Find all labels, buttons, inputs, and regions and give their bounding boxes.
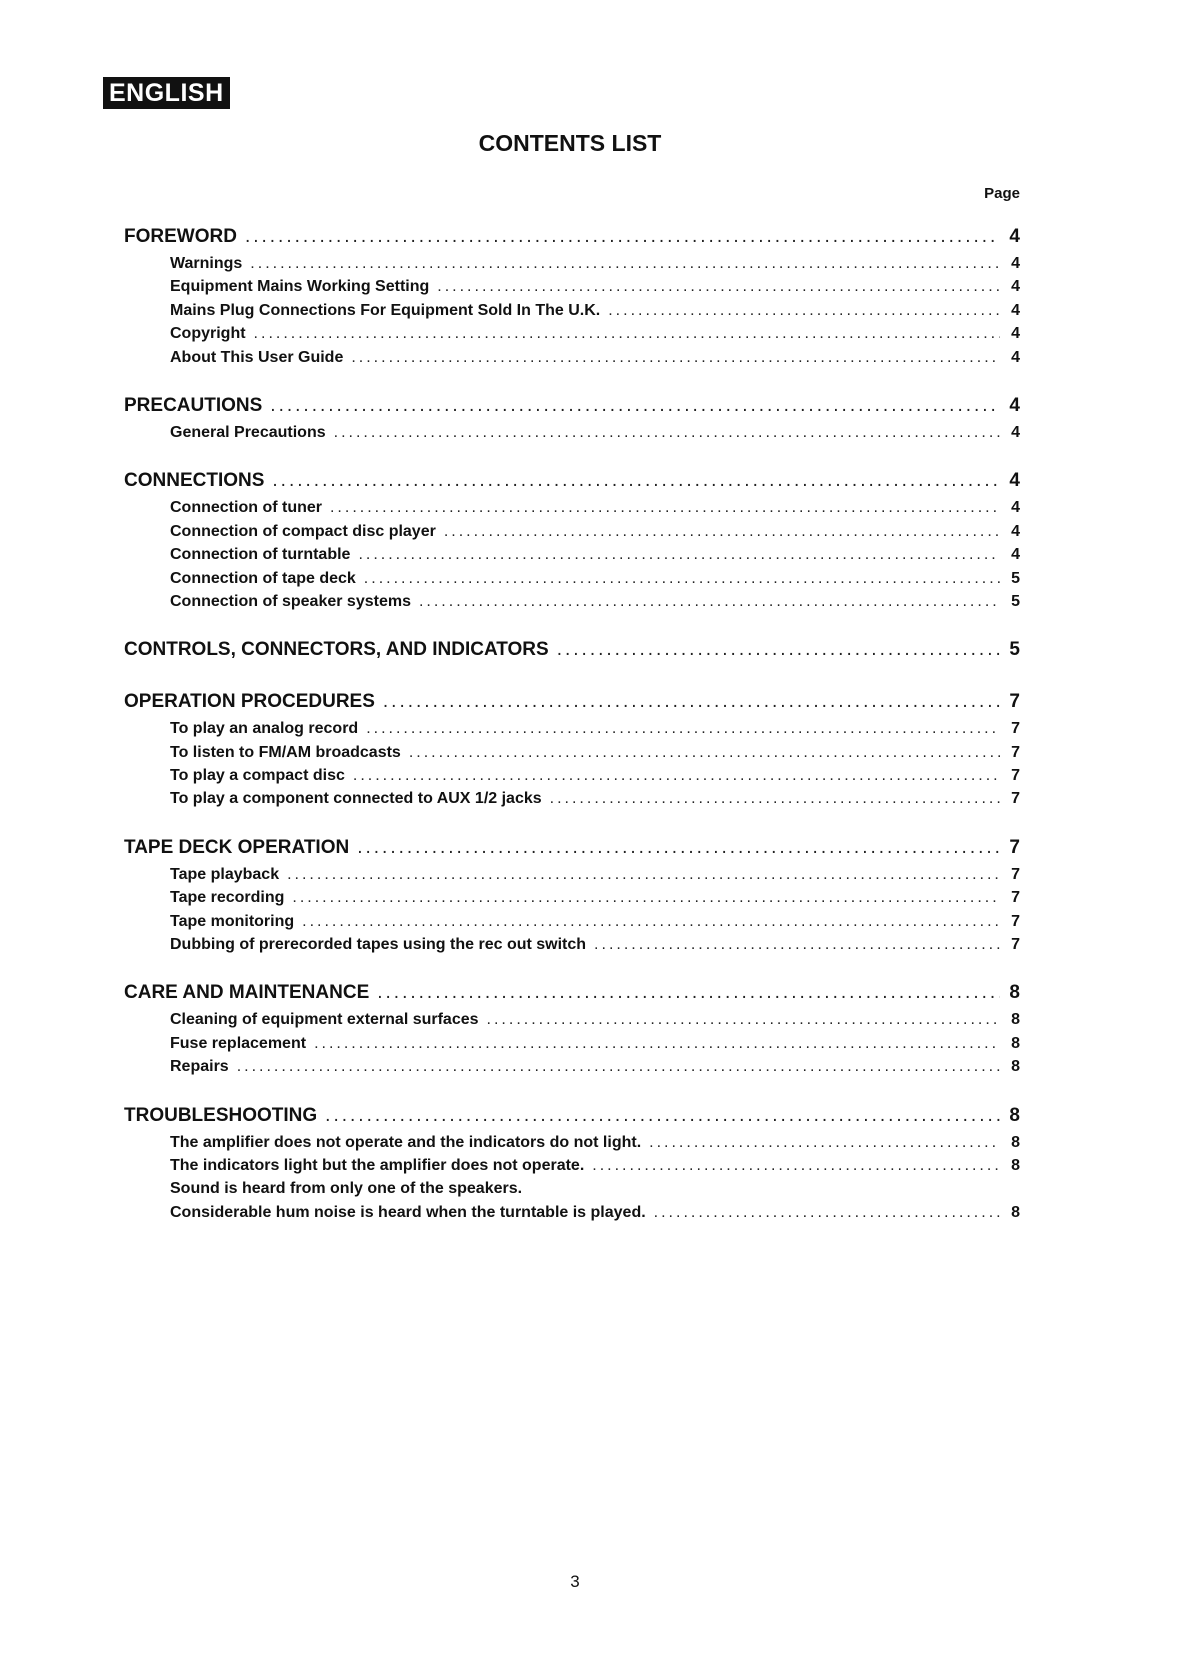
toc-item-row [124, 421, 1020, 444]
toc-heading-row [124, 978, 1020, 1008]
toc-heading-label: OPERATION PROCEDURES [124, 691, 375, 713]
toc-heading-label: CARE AND MAINTENANCE [124, 982, 370, 1004]
toc-item-row [124, 1008, 1020, 1031]
toc-item-label: Tape recording [170, 889, 285, 907]
leader-dots [358, 543, 1000, 566]
toc-item-row [124, 741, 1020, 764]
toc-item-page: 7 [1011, 767, 1020, 785]
toc-item-row [124, 787, 1020, 810]
toc-item-row [124, 764, 1020, 787]
toc-heading-row [124, 833, 1020, 863]
leader-dots [302, 910, 1000, 933]
toc-item-page: 7 [1011, 720, 1020, 738]
toc-item-row [124, 346, 1020, 369]
toc-heading-page: 4 [1009, 226, 1020, 247]
toc-item-page: 4 [1011, 546, 1020, 564]
leader-dots [330, 496, 1000, 519]
leader-dots [487, 1008, 1000, 1031]
table-of-contents [124, 222, 1020, 1246]
toc-item-label: The indicators light but the amplifier does not operate. [170, 1156, 585, 1174]
toc-item-label: Connection of compact disc player [170, 522, 436, 540]
leader-dots [334, 421, 1000, 444]
toc-item-label: Tape monitoring [170, 912, 295, 930]
toc-section [124, 466, 1020, 613]
toc-item-row [124, 543, 1020, 566]
toc-item-label: The amplifier does not operate and the indicators do not light. [170, 1133, 642, 1151]
toc-heading-row [124, 635, 1020, 665]
toc-item-page: 7 [1011, 889, 1020, 907]
leader-dots [364, 567, 1000, 590]
toc-item-page: 8 [1011, 1203, 1020, 1221]
toc-item-row [124, 1154, 1020, 1177]
toc-item-page: 4 [1011, 325, 1020, 343]
toc-item-page: 4 [1011, 522, 1020, 540]
leader-dots [383, 687, 1000, 717]
toc-item-label: Sound is heard from only one of the speakers. [170, 1180, 523, 1198]
toc-item-page: 5 [1011, 592, 1020, 610]
toc-item-page: 8 [1011, 1133, 1020, 1151]
toc-item-label: To play an analog record [170, 720, 359, 738]
toc-heading-label: FOREWORD [124, 226, 237, 247]
toc-item-label: Connection of tape deck [170, 569, 356, 587]
leader-dots [357, 833, 1000, 863]
toc-section [124, 833, 1020, 957]
toc-section [124, 1101, 1020, 1225]
toc-item-page: 5 [1011, 569, 1020, 587]
toc-heading-row [124, 1101, 1020, 1131]
toc-heading-page: 8 [1009, 1104, 1020, 1126]
toc-item-row [124, 275, 1020, 298]
leader-dots [557, 635, 1000, 665]
leader-dots [594, 933, 1000, 956]
toc-item-page: 4 [1011, 255, 1020, 272]
language-badge: ENGLISH [103, 77, 230, 109]
toc-item-label: Copyright [170, 325, 246, 343]
page-number: 3 [570, 1572, 580, 1591]
toc-section [124, 978, 1020, 1078]
toc-heading-page: 5 [1009, 639, 1020, 661]
toc-item-label: Connection of speaker systems [170, 592, 411, 610]
leader-dots [444, 520, 1000, 543]
toc-item-row [124, 933, 1020, 956]
toc-item-row [124, 910, 1020, 933]
toc-item-page: 4 [1011, 301, 1020, 319]
toc-item-page: 4 [1011, 278, 1020, 296]
toc-item-page: 7 [1011, 865, 1020, 883]
toc-heading-page: 7 [1009, 836, 1020, 858]
toc-item-page: 7 [1011, 912, 1020, 930]
toc-item-label: Connection of tuner [170, 499, 322, 517]
toc-heading-label: CONTROLS, CONNECTORS, AND INDICATORS [124, 639, 549, 661]
toc-heading-row [124, 687, 1020, 717]
toc-item-label: Fuse replacement [170, 1034, 307, 1052]
leader-dots [550, 787, 1000, 810]
leader-dots [353, 764, 1000, 787]
toc-section [124, 391, 1020, 444]
toc-item-label: To listen to FM/AM broadcasts [170, 743, 401, 761]
leader-dots [272, 466, 1000, 496]
toc-item-label: General Precautions [170, 423, 326, 441]
leader-dots [608, 299, 1000, 322]
toc-item-row [124, 496, 1020, 519]
toc-item-row [124, 520, 1020, 543]
toc-item-page: 7 [1011, 743, 1020, 761]
toc-heading-page: 4 [1009, 470, 1020, 492]
toc-item-row [124, 1131, 1020, 1154]
toc-item-row [124, 863, 1020, 886]
leader-dots [254, 322, 1000, 345]
toc-heading-page: 8 [1009, 982, 1020, 1004]
toc-heading-label: TROUBLESHOOTING [124, 1104, 318, 1126]
toc-item-label: Warnings [170, 255, 243, 272]
toc-item-page: 4 [1011, 499, 1020, 517]
toc-item-label: Considerable hum noise is heard when the turntable is played. [170, 1203, 646, 1221]
toc-item-row [124, 567, 1020, 590]
toc-item-label: Dubbing of prerecorded tapes using the rec out switch [170, 936, 587, 954]
page-column-heading: Page [984, 185, 1020, 202]
toc-item-label: Mains Plug Connections For Equipment Sold In The U.K. [170, 301, 601, 319]
toc-item-label: Tape playback [170, 865, 280, 883]
leader-dots [437, 275, 1000, 298]
leader-dots [419, 590, 1000, 613]
toc-item-row [124, 886, 1020, 909]
toc-item-label: Cleaning of equipment external surfaces [170, 1011, 479, 1029]
toc-item-page: 7 [1011, 790, 1020, 808]
toc-item-page: 8 [1011, 1058, 1020, 1076]
toc-item-row [124, 717, 1020, 740]
toc-section [124, 222, 1020, 369]
leader-dots [351, 346, 1000, 369]
toc-section [124, 635, 1020, 665]
leader-dots [237, 1055, 1000, 1078]
toc-item-page: 4 [1011, 423, 1020, 441]
leader-dots [409, 741, 1000, 764]
toc-item-page: 8 [1011, 1034, 1020, 1052]
toc-item-page: 7 [1011, 936, 1020, 954]
toc-item-row [124, 1055, 1020, 1078]
toc-heading-label: TAPE DECK OPERATION [124, 836, 350, 858]
leader-dots [245, 222, 1000, 252]
toc-heading-page: 4 [1009, 394, 1020, 416]
toc-heading-row [124, 466, 1020, 496]
toc-item-row [124, 1177, 1020, 1200]
toc-item-row [124, 1201, 1020, 1224]
leader-dots [366, 717, 1000, 740]
leader-dots [592, 1154, 1000, 1177]
toc-item-page: 4 [1011, 348, 1020, 366]
toc-item-label: To play a compact disc [170, 767, 345, 785]
toc-section [124, 687, 1020, 811]
leader-dots [654, 1201, 1000, 1224]
toc-item-row [124, 299, 1020, 322]
leader-dots [377, 978, 1000, 1008]
leader-dots [287, 863, 1000, 886]
toc-item-row [124, 590, 1020, 613]
toc-item-page: 8 [1011, 1011, 1020, 1029]
toc-item-label: Connection of turntable [170, 546, 351, 564]
toc-item-row [124, 252, 1020, 275]
toc-heading-label: CONNECTIONS [124, 470, 265, 492]
toc-item-row [124, 1032, 1020, 1055]
toc-item-label: About This User Guide [170, 348, 344, 366]
leader-dots [314, 1032, 1000, 1055]
toc-item-label: To play a component connected to AUX 1/2 jacks [170, 790, 542, 808]
leader-dots [649, 1131, 1000, 1154]
toc-item-row [124, 322, 1020, 345]
toc-heading-page: 7 [1009, 691, 1020, 713]
toc-item-page: 8 [1011, 1156, 1020, 1174]
toc-item-label: Repairs [170, 1058, 229, 1076]
toc-heading-label: PRECAUTIONS [124, 394, 263, 416]
page-title: CONTENTS LIST [478, 130, 662, 156]
leader-dots [270, 391, 1000, 421]
leader-dots [292, 886, 1000, 909]
toc-item-label: Equipment Mains Working Setting [170, 278, 430, 296]
toc-heading-row [124, 222, 1020, 252]
toc-heading-row [124, 391, 1020, 421]
leader-dots [250, 252, 1000, 275]
leader-dots [325, 1101, 1000, 1131]
